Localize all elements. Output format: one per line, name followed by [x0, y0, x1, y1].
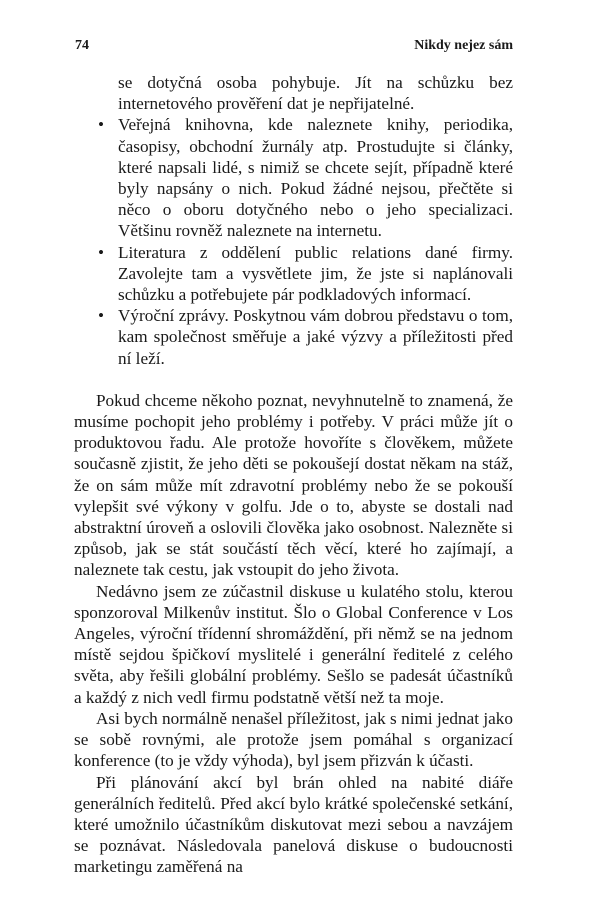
- bullet-marker-icon: •: [98, 115, 105, 135]
- bullet-text: Výroční zprávy. Poskytnou vám dobrou představu o tom, kam společnost směřuje a jaké výzvy a příležitosti před ní leží.: [118, 306, 513, 368]
- bullet-item: [98, 114, 513, 241]
- page-body: [74, 72, 513, 878]
- page-number: 74: [75, 38, 89, 53]
- bullet-item: [98, 305, 513, 369]
- paragraph: Pokud chceme někoho poznat, nevyhnutelně to znamená, že musíme pochopit jeho problémy i potřeby. V práci může jít o produktovou řadu. Ale protože hovoříte s člověkem, můžete současně zjistit, že jeho děti se pokoušejí dostat někam na stáž, že on sám může mít zdravotní problémy nebo že se pokouší vylepšit své výkony v golfu. Jde o to, abyste se dostali nad abstraktní úroveň a oslovili člověka jako osobnost. Nalezněte si způsob, jak se stát součástí těch věcí, které ho zajímají, a naleznete tak cestu, jak vstoupit do jeho života.: [74, 390, 513, 580]
- running-title: Nikdy nejez sám: [414, 38, 513, 53]
- paragraph: Při plánování akcí byl brán ohled na nabité diáře generálních ředitelů. Před akcí bylo krátké společenské setkání, které umožnilo účastníkům diskutovat mezi sebou a navzájem se poznávat. Následovala panelová diskuse o budoucnosti marketingu zaměřená na: [74, 772, 513, 877]
- bullet-marker-icon: •: [98, 242, 105, 262]
- paragraph: Nedávno jsem ze zúčastnil diskuse u kulatého stolu, kterou sponzoroval Milkenův institut. Šlo o Global Conference v Los Angeles, výroční třídenní shromáždění, při němž se na jednom místě sejdou špičkoví myslitelé i generální ředitelé z celého světa, aby řešili globální problémy. Sešlo se padesát účastníků a každý z nich vedl firmu podstatně větší než ta moje.: [74, 581, 513, 707]
- bullet-continuation: se dotyčná osoba pohybuje. Jít na schůzku bez internetového prověření dat je nepřijatelné.: [118, 73, 513, 114]
- page-header: [75, 38, 513, 60]
- bullet-list: [74, 114, 513, 368]
- paragraph: Asi bych normálně nenašel příležitost, jak s nimi jednat jako se sobě rovnými, ale protože jsem pomáhal s organizací konference (to je vždy výhoda), byl jsem přizván k účasti.: [74, 708, 513, 771]
- bullet-marker-icon: •: [98, 306, 105, 326]
- bullet-item: [98, 242, 513, 306]
- bullet-text: Literatura z oddělení public relations dané firmy. Zavolejte tam a vysvětlete jim, že jste si naplánovali schůzku a potřebujete pár podkladových informací.: [118, 242, 513, 305]
- bullet-text: Veřejná knihovna, kde naleznete knihy, periodika, časopisy, obchodní žurnály atp. Prostudujte si články, které napsali lidé, s nimiž se chcete sejít, případně které byly napsány o nich. Pokud žádné nejsou, přečtěte si něco o oboru dotyčného nebo o jeho specializaci. Většinu rovněž naleznete na internetu.: [118, 115, 513, 241]
